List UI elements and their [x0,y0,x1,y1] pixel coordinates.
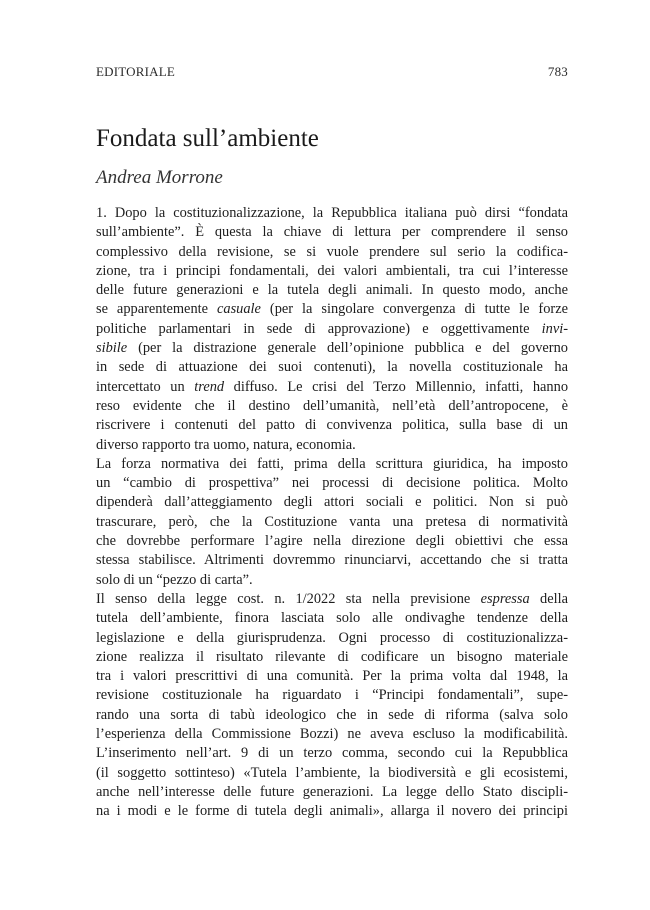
italic-text: espressa [480,590,530,607]
body-text: dipenderà dall’atteggiamento degli attori sociali e politici. Non si può [96,494,568,511]
body-line [96,243,568,262]
body-text: legislazione e della giurisprudenza. Ogni processo di costituzionalizza- [96,629,568,646]
italic-text: sibile [96,340,128,357]
body-text: solo di un “pezzo di carta”. [96,571,253,588]
body-line [96,648,568,667]
article-body [96,204,568,822]
body-text: L’inserimento nell’art. 9 di un terzo comma, secondo cui la Repubblica [96,745,568,762]
body-text: stessa stabilisce. Altrimenti dovremmo rinunciarvi, accettando che si tratta [96,552,568,569]
running-header [96,64,568,80]
body-text: diffuso. Le crisi del Terzo Millennio, infatti, hanno [224,378,569,395]
body-line [96,397,568,416]
body-text: rando una sorta di tabù ideologico che in sede di riforma (salva solo [96,706,568,723]
body-line [96,609,568,628]
body-line [96,320,568,339]
body-text: se apparentemente [96,301,217,318]
body-text: Il senso della legge cost. n. 1/2022 sta nella previsione [96,590,481,607]
body-text: in sede di attuazione dei suoi contenuti), la novella costituzionale ha [96,359,568,376]
body-line [96,513,568,532]
body-line [96,629,568,648]
body-text: anche nell’interesse delle future generazioni. La legge dello Stato discipli- [96,783,568,800]
body-text: reso evidente che il destino dell’umanità, nell’età dell’antropocene, è [96,397,568,414]
body-text: complessivo della revisione, se si vuole prendere sul serio la codifica- [96,243,568,260]
body-line [96,204,568,223]
body-line [96,474,568,493]
body-line [96,436,568,455]
body-text: zione, tra i principi fondamentali, dei valori ambientali, tra cui l’interesse [96,262,568,279]
body-line [96,532,568,551]
body-text: delle future generazioni e la tutela degli animali. In questo modo, anche [96,282,568,299]
body-line [96,493,568,512]
body-line [96,590,568,609]
body-text: tra i valori prescrittivi di una comunità. Per la prima volta dal 1948, la [96,668,568,685]
body-line [96,262,568,281]
italic-text: trend [194,378,225,395]
body-text: sull’ambiente”. È questa la chiave di lettura per comprendere il senso [96,224,568,241]
body-text: intercettato un [96,378,195,395]
body-text: (per la distrazione generale dell’opinione pubblica e del governo [127,340,568,357]
body-text: diverso rapporto tra uomo, natura, economia. [96,436,356,453]
body-line [96,378,568,397]
body-text: La forza normativa dei fatti, prima della scrittura giuridica, ha imposto [96,455,568,472]
body-text: un “cambio di prospettiva” nei processi di decisione politica. Molto [96,475,568,492]
body-line [96,339,568,358]
article-author: Andrea Morrone [96,167,223,188]
body-text: politiche parlamentari in sede di approvazione) e oggettivamente [96,320,542,337]
body-line [96,455,568,474]
body-text: na i modi e le forme di tutela degli animali», allarga il novero dei principi [96,803,568,820]
body-line [96,551,568,570]
body-line [96,358,568,377]
body-line [96,725,568,744]
body-line [96,783,568,802]
body-text: (il soggetto sottinteso) «Tutela l’ambiente, la biodiversità e gli ecosistemi, [96,764,568,781]
body-text: trascurare, però, che la Costituzione vanta una pretesa di normatività [96,513,568,530]
body-line [96,744,568,763]
body-text: della [529,590,568,607]
body-line [96,706,568,725]
section-label: EDITORIALE [96,64,176,79]
article-title: Fondata sull’ambiente [96,125,319,152]
body-line [96,416,568,435]
body-line [96,764,568,783]
body-text: revisione costituzionale ha riguardato i “Principi fondamentali”, supe- [96,687,568,704]
italic-text: casuale [216,301,261,318]
body-line [96,223,568,242]
body-line [96,300,568,319]
body-line [96,686,568,705]
page-number: 783 [547,64,568,79]
body-text: zione realizza il risultato rilevante di codificare un bisogno materiale [96,648,568,665]
body-line [96,281,568,300]
italic-text: invi- [541,320,568,337]
body-text: 1. Dopo la costituzionalizzazione, la Repubblica italiana può dirsi “fondata [96,205,568,221]
body-text: riscrivere i contenuti del patto di convivenza politica, sulla base di un [96,417,568,434]
body-text: (per la singolare convergenza di tutte le forze [260,301,568,318]
body-line [96,571,568,590]
body-text: tutela dell’ambiente, finora lasciata solo alle ondivaghe tendenze della [96,610,568,627]
body-line [96,667,568,686]
body-text: che dovrebbe performare l’agire nella direzione degli obiettivi che essa [96,533,568,550]
body-text: l’esperienza della Commissione Bozzi) ne aveva escluso la modificabilità. [96,726,568,743]
body-line [96,802,568,821]
